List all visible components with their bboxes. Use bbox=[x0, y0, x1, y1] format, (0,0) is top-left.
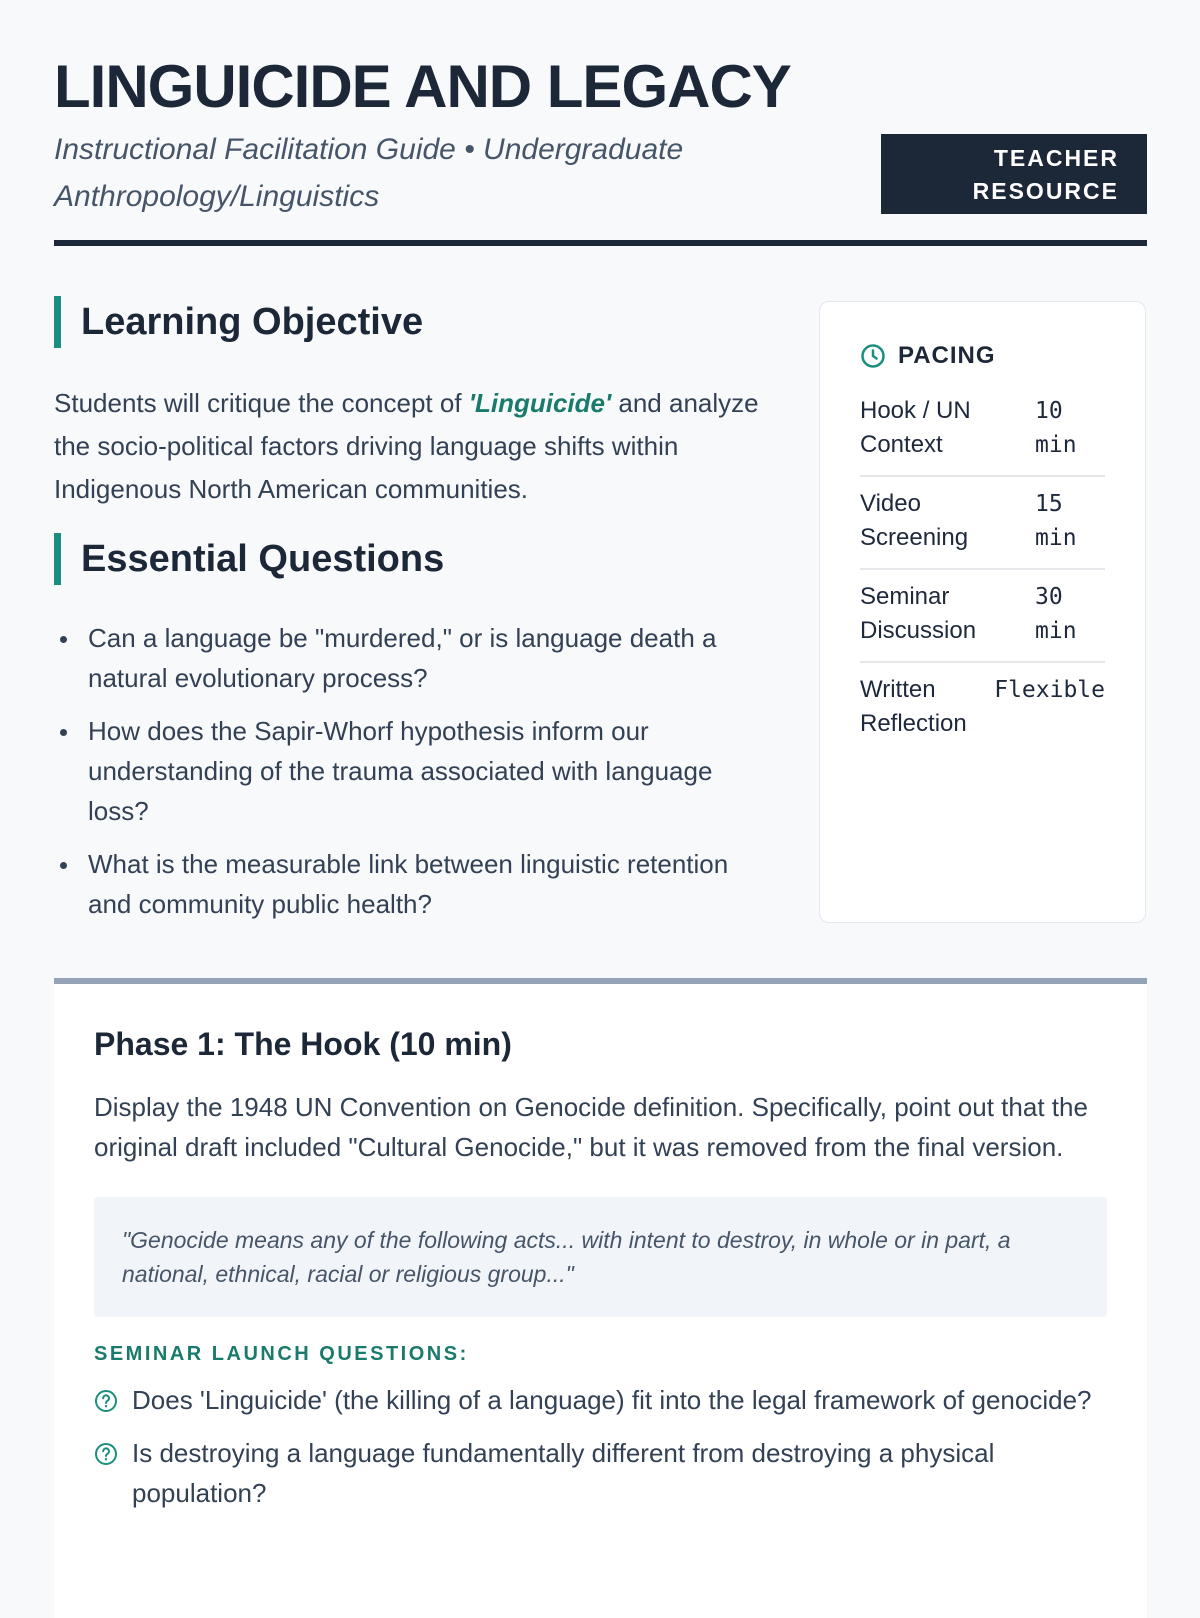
pacing-label: Hook / UN Context bbox=[860, 397, 971, 458]
pacing-header bbox=[860, 342, 1105, 370]
pacing-time: 15 min bbox=[1035, 491, 1077, 551]
linguicide-term: 'Linguicide' bbox=[468, 388, 612, 418]
objective-text-before: Students will critique the concept of bbox=[54, 388, 469, 418]
question-circle-icon bbox=[94, 1442, 118, 1466]
pacing-label: Video Screening bbox=[860, 490, 969, 551]
pacing-row bbox=[860, 570, 1105, 663]
pacing-heading: PACING bbox=[898, 342, 996, 369]
list-item bbox=[94, 1380, 1107, 1420]
essential-questions-heading: Essential Questions bbox=[54, 533, 444, 585]
learning-objective-heading: Learning Objective bbox=[54, 296, 423, 348]
page-title: LINGUICIDE AND LEGACY bbox=[54, 53, 791, 120]
list-item: How does the Sapir-Whorf hypothesis inform our understanding of the trauma associated with language loss? bbox=[54, 711, 754, 831]
pacing-row bbox=[860, 663, 1105, 754]
list-item: Can a language be "murdered," or is language death a natural evolutionary process? bbox=[54, 618, 754, 698]
list-item bbox=[94, 1433, 1107, 1513]
launch-question-text: Does 'Linguicide' (the killing of a language) fit into the legal framework of genocide? bbox=[132, 1385, 1092, 1415]
header-divider bbox=[54, 240, 1147, 246]
phase-1-title: Phase 1: The Hook (10 min) bbox=[94, 1026, 512, 1062]
pacing-time: 30 min bbox=[1035, 584, 1077, 644]
launch-question-text: Is destroying a language fundamentally different from destroying a physical population? bbox=[132, 1438, 995, 1508]
phase-1-description: Display the 1948 UN Convention on Genocide definition. Specifically, point out that the original draft included "Cultural Genocide," but it was removed from the final version. bbox=[94, 1092, 1088, 1162]
page-subtitle: Instructional Facilitation Guide • Undergraduate Anthropology/Linguistics bbox=[54, 133, 684, 213]
un-genocide-quote: "Genocide means any of the following acts... with intent to destroy, in whole or in part, a national, ethnical, racial or religious group..." bbox=[94, 1197, 1107, 1317]
teacher-resource-badge: TEACHER RESOURCE bbox=[881, 134, 1147, 214]
pacing-label: Written Reflection bbox=[860, 676, 967, 737]
learning-objective-text bbox=[54, 382, 774, 511]
seminar-launch-questions bbox=[94, 1380, 1107, 1513]
pacing-time: Flexible bbox=[994, 677, 1105, 703]
essential-questions-list bbox=[54, 618, 754, 937]
pacing-time: 10 min bbox=[1035, 398, 1077, 458]
list-item: What is the measurable link between linguistic retention and community public health? bbox=[54, 844, 754, 924]
header bbox=[54, 52, 1147, 220]
phase-1-card bbox=[54, 978, 1147, 1618]
clock-icon bbox=[860, 343, 886, 369]
pacing-row bbox=[860, 477, 1105, 570]
question-circle-icon bbox=[94, 1389, 118, 1413]
pacing-card bbox=[819, 301, 1146, 923]
seminar-launch-heading: SEMINAR LAUNCH QUESTIONS: bbox=[94, 1343, 469, 1365]
pacing-row bbox=[860, 384, 1105, 477]
objective-text-after: and analyze the socio-political factors driving language shifts within Indigenous North American communities. bbox=[54, 388, 759, 504]
pacing-label: Seminar Discussion bbox=[860, 583, 977, 644]
